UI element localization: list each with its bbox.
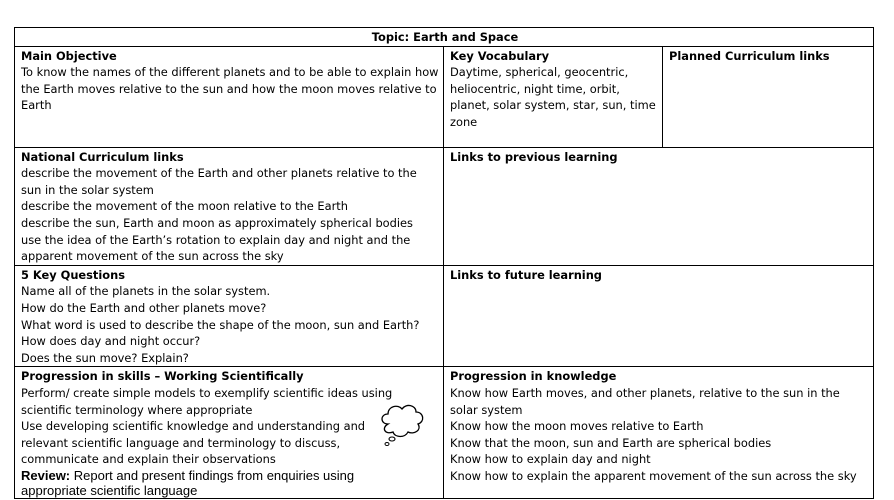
national-curriculum-item: describe the sun, Earth and moon as approximately spherical bodies	[21, 215, 413, 230]
main-objective-text: To know the names of the different planets and to be able to explain how the Earth moves relative to the sun and how the moon moves relative to Earth	[21, 65, 439, 113]
topic-title: Topic: Earth and Space	[15, 28, 874, 47]
key-question-item: How do the Earth and other planets move?	[21, 300, 267, 315]
knowledge-item: Know how Earth moves, and other planets, relative to the sun in the solar system	[450, 385, 840, 417]
planning-document	[14, 27, 873, 499]
knowledge-item: Know that the moon, sun and Earth are spherical bodies	[450, 435, 772, 450]
key-questions-cell	[15, 265, 444, 367]
key-question-item: What word is used to describe the shape of the moon, sun and Earth?	[21, 317, 420, 332]
future-learning-cell	[444, 265, 874, 367]
previous-learning-cell	[444, 147, 874, 265]
skills-item: Use developing scientific knowledge and understanding and relevant scientific language and terminology to discuss, communicate and explain their observations	[21, 419, 366, 467]
knowledge-item: Know how to explain day and night	[450, 452, 651, 467]
previous-learning-heading: Links to previous learning	[450, 149, 618, 164]
knowledge-heading: Progression in knowledge	[450, 369, 617, 384]
key-question-item: How does day and night occur?	[21, 334, 201, 349]
key-vocabulary-text: Daytime, spherical, geocentric, heliocentric, night time, orbit, planet, solar system, star, sun, time zone	[450, 65, 656, 129]
key-questions-heading: 5 Key Questions	[21, 267, 125, 282]
national-curriculum-item: use the idea of the Earth’s rotation to explain day and night and the apparent movement of the sun across the sky	[21, 232, 411, 264]
planned-links-heading: Planned Curriculum links	[669, 48, 830, 63]
thought-cloud-icon	[376, 402, 426, 448]
knowledge-item: Know how the moon moves relative to Earth	[450, 419, 704, 434]
key-vocabulary-cell	[444, 46, 663, 147]
planning-table	[14, 27, 874, 499]
skills-heading: Progression in skills – Working Scientifically	[21, 369, 304, 384]
main-objective-cell	[15, 46, 444, 147]
key-vocabulary-heading: Key Vocabulary	[450, 48, 550, 63]
national-curriculum-item: describe the movement of the moon relative to the Earth	[21, 199, 348, 214]
main-objective-heading: Main Objective	[21, 48, 117, 63]
future-learning-heading: Links to future learning	[450, 267, 602, 282]
key-question-item: Name all of the planets in the solar system.	[21, 284, 271, 299]
planned-links-cell	[663, 46, 874, 147]
national-curriculum-item: describe the movement of the Earth and other planets relative to the sun in the solar system	[21, 166, 417, 197]
knowledge-item: Know how to explain the apparent movement of the sun across the sky	[450, 468, 857, 483]
review-label: Review:	[21, 467, 71, 483]
national-curriculum-cell	[15, 147, 444, 265]
national-curriculum-heading: National Curriculum links	[21, 149, 184, 164]
review-line	[21, 468, 439, 498]
skills-item: Perform/ create simple models to exemplify scientific ideas using scientific terminology where appropriate	[21, 385, 393, 417]
review-text: Report and present findings from enquiries using appropriate scientific language	[21, 467, 355, 498]
key-question-item: Does the sun move? Explain?	[21, 350, 189, 365]
knowledge-cell	[444, 367, 874, 499]
